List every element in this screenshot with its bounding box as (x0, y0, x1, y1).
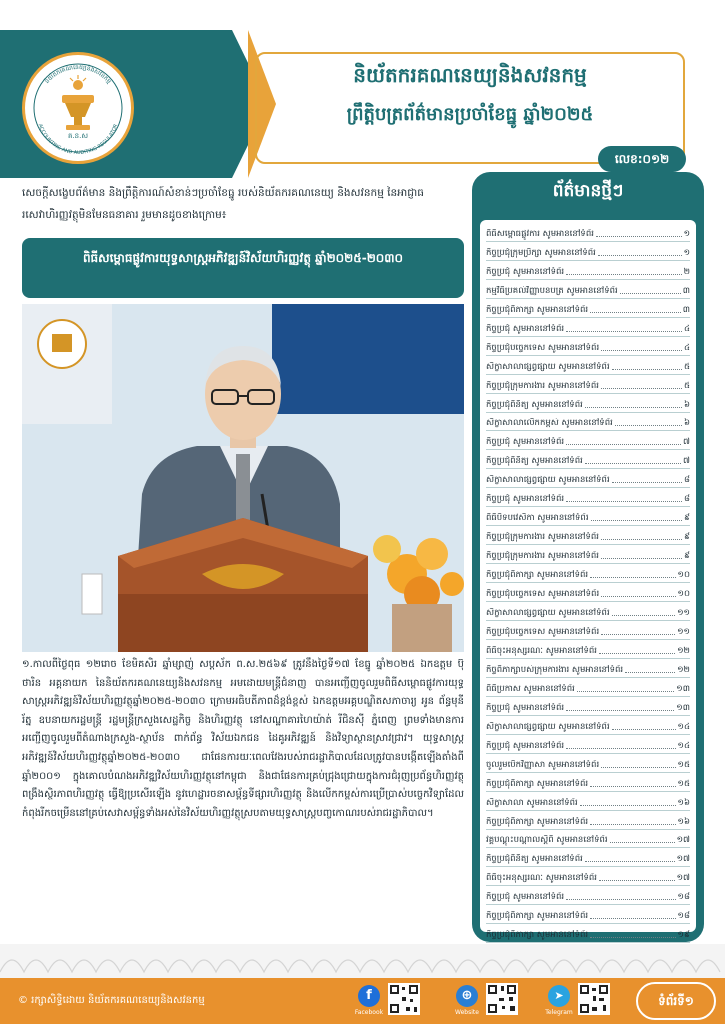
website-label: Website (455, 1009, 479, 1016)
leader-dots (590, 312, 681, 313)
leader-dots (601, 350, 682, 351)
masthead (0, 0, 725, 178)
leader-dots (590, 786, 675, 787)
news-index-page: ១០ (677, 570, 690, 581)
news-index-item[interactable] (486, 640, 690, 659)
news-index-label: កិច្ចប្រជុំ សូមអាននៅទំព័រ (486, 437, 565, 448)
leader-dots (585, 463, 681, 464)
telegram-qr-code-icon (578, 983, 610, 1015)
news-index-item[interactable] (486, 602, 690, 621)
leader-dots (615, 425, 682, 426)
leader-dots (566, 331, 682, 332)
news-index-item[interactable] (486, 735, 690, 754)
news-index-label: កិច្ចប្រជុំ សូមអាននៅទំព័រ (486, 740, 565, 751)
website-link[interactable] (456, 983, 530, 1019)
news-index-item[interactable] (486, 223, 690, 242)
news-index-page: ៦ (683, 399, 690, 410)
svg-text:និយ័តករគណនេយ្យនិងសវនកម្ម: និយ័តករគណនេយ្យនិងសវនកម្ម (43, 63, 113, 86)
news-index-item[interactable] (486, 848, 690, 867)
news-index-page: ១១ (677, 626, 690, 637)
news-index-page: ៥ (683, 380, 690, 391)
news-index-label: កិច្ចប្រជុំពិនិត្យ សូមអាននៅទំព័រ (486, 456, 583, 467)
leader-dots (601, 388, 682, 389)
facebook-qr-code-icon (388, 983, 420, 1015)
leader-dots (590, 918, 675, 919)
bulletin-title: ព្រឹត្តិបត្រព័ត៌មានប្រចាំខែធ្នូ ឆ្នាំ២០២៥ (346, 104, 594, 125)
news-index-label: សិក្ខាសាលាផ្សព្វផ្សាយ សូមអាននៅទំព័រ (486, 721, 610, 732)
news-index-item[interactable] (486, 413, 690, 432)
news-index-page: ១៨ (677, 911, 690, 922)
leader-dots (601, 767, 675, 768)
news-index-item[interactable] (486, 280, 690, 299)
news-index-item[interactable] (486, 659, 690, 678)
news-index-label: កិច្ចប្រជុំ សូមអាននៅទំព័រ (486, 702, 565, 713)
leader-dots (598, 255, 682, 256)
news-index-item[interactable] (486, 754, 690, 773)
news-index-label: ពិធីចុះអនុស្សរណៈ សូមអាននៅទំព័រ (486, 873, 597, 884)
news-index-label: សិក្ខាសាលាលើកកម្ពស់ សូមអាននៅទំព័រ (486, 418, 613, 429)
news-index-page: ១៨ (677, 892, 690, 903)
news-index-page: ១១ (677, 608, 690, 619)
leader-dots (566, 748, 675, 749)
telegram-icon: ➤ (548, 985, 570, 1007)
news-index-page: ៨ (683, 475, 690, 486)
leader-dots (566, 710, 674, 711)
leader-dots (601, 634, 675, 635)
news-index-label: កិច្ចប្រជុំ សូមអាននៅទំព័រ (486, 494, 565, 505)
news-index-item[interactable] (486, 792, 690, 811)
news-index-label: កិច្ចប្រជុំ សូមអាននៅទំព័រ (486, 323, 565, 334)
telegram-label: Telegram (545, 1009, 573, 1016)
leader-dots (590, 937, 675, 938)
news-index-label: កិច្ចប្រជុំបច្ចេកទេស សូមអាននៅទំព័រ (486, 626, 600, 637)
news-index-item[interactable] (486, 488, 690, 507)
news-index-page: ១៣ (676, 702, 690, 713)
facebook-link[interactable] (354, 983, 432, 1019)
article-body: ១.កាលពីថ្ងៃពុធ ១២រោច ខែមិគសិរ ឆ្នាំម្សាញ់ សប្តស័ក ព.ស.២៥៦៩ ត្រូវនឹងថ្ងៃទី១៧ ខែធ្នូ ឆ្នាំ២០២៥ ឯកឧត្តម ប៊ុ ថារិន អគ្គនាយក នៃនិយ័តករគណនេយ្យនិងសវនកម្ម អមដោយមន្ត្រីជំនាញ បានអញ្ជើញចូលរួមពិធីសម្ពោធផ្លូវការយុទ្ធសាស្ត្រអភិវឌ្ឍន៍វិស័យហិរញ្ញវត្ថុឆ្នាំ២០២៥-២០៣០ ក្រោមអធិបតីភាពដ៏ខ្ពង់ខ្ពស់ ឯកឧត្តមអគ្គបណ្ឌិតសភាចារ្យ អូន ព័ន្ធមុនីរ័ត្ន ឧបនាយករដ្ឋមន្ត្រី រដ្ឋមន្ត្រីក្រសួងសេដ្ឋកិច្ច និងហិរញ្ញវត្ថុ នៅសណ្ឋាគារហៃយ៉ាត់ រីជិនស៊ី ភ្នំពេញ ព្រមទាំងមានការអញ្ជើញចូលរួមពីតំណាងក្រសួង-ស្ថាប័ន ពាក់ព័ន្ធ វិស័យឯកជន ដៃគូអភិវឌ្ឍន៍ និងវិទ្យាស្ថានស្រាវជ្រាវ។ យុទ្ធសាស្ត្រអភិវឌ្ឍន៍វិស័យហិរញ្ញវត្ថុឆ្នាំ២០២៥-២០៣០ ជាផែនការយៈពេលវែងរបស់រាជរដ្ឋាភិបាលដែលត្រូវបានបង្កើតឡើងតាំងពីឆ្នាំ២០០១ ក្នុងគោលបំណងអភិវឌ្ឍវិស័យហិរញ្ញវត្ថុនៅកម្ពុជា និងជាផែនការគ្រប់ជ្រុងជ្រោយក្នុងការជំរុញប្រព័ន្ធហិរញ្ញវត្ថុ ពង្រឹងស្ថិរភាពហិរញ្ញវត្ថុ ធ្វើឱ្យប្រសើរឡើង នូវហេដ្ឋារចនាសម្ព័ន្ធទីផ្សារហិរញ្ញវត្ថុ និងលើកកម្ពស់ការប្រើប្រាស់បច្ចេកវិទ្យាដែលកំពុងរីកចម្រើននៅគ្រប់សេវាសម្ព័ន្ធទាំងអស់នៃវិស័យហិរញ្ញវត្ថុស្របតាមយុទ្ធសាស្ត្របញ្ចកោណរបស់រាជរដ្ឋាភិបាល។ (22, 659, 464, 819)
news-index-item[interactable] (486, 678, 690, 697)
leader-dots (612, 729, 676, 730)
news-index-label: កិច្ចប្រជុំក្រុមប្រឹក្សា សូមអាននៅទំព័រ (486, 247, 596, 258)
news-index-label: កិច្ចប្រជុំក្រុមការងារ សូមអាននៅទំព័រ (486, 532, 599, 543)
news-index-label: កិច្ចប្រជុំ សូមអាននៅទំព័រ (486, 266, 565, 277)
leader-dots (601, 539, 682, 540)
news-index-item[interactable] (486, 261, 690, 280)
news-index-item[interactable] (486, 886, 690, 905)
news-index-item[interactable] (486, 621, 690, 640)
news-index-label: កិច្ចប្រជុំក្រុមការងារ សូមអាននៅទំព័រ (486, 551, 599, 562)
news-index-label: កិច្ចប្រជុំបច្ចេកទេស សូមអាននៅទំព័រ (486, 342, 600, 353)
leader-dots (601, 558, 682, 559)
news-index-page: ១២ (677, 645, 690, 656)
news-index-page: ៩ (683, 513, 690, 524)
news-index-label: កម្មវិធីប្រគល់វិញ្ញាបនបត្រ សូមអាននៅទំព័រ (486, 285, 618, 296)
news-index-page: ៩ (683, 532, 690, 543)
leader-dots (566, 899, 675, 900)
leader-dots (612, 369, 682, 370)
news-index-label: កិច្ចប្រជុំក្រុមការងារ សូមអាននៅទំព័រ (486, 380, 599, 391)
news-index-page: ៥ (683, 361, 690, 372)
news-index-page: ១៧ (676, 854, 690, 865)
issue-number-badge: លេខ:០១២ (598, 146, 686, 172)
news-index-item[interactable] (486, 545, 690, 564)
leader-dots (612, 482, 682, 483)
news-index-label: កិច្ចប្រជុំបច្ចេកទេស សូមអាននៅទំព័រ (486, 589, 600, 600)
news-index-item[interactable] (486, 867, 690, 886)
news-index-label: កិច្ចប្រជុំពិភាក្សា សូមអាននៅទំព័រ (486, 570, 589, 581)
news-index-page: ៤ (683, 342, 690, 353)
news-index-label: សិក្ខាសាលាផ្សព្វផ្សាយ សូមអាននៅទំព័រ (486, 608, 610, 619)
speaker-photo-illustration (22, 304, 464, 652)
news-index-page: ២ (683, 266, 690, 277)
news-index-item[interactable] (486, 905, 690, 924)
facebook-label: Facebook (354, 1009, 384, 1016)
news-index-page: ៦ (683, 418, 690, 429)
news-index-label: កិច្ចប្រជុំពិភាក្សា សូមអាននៅទំព័រ (486, 304, 589, 315)
news-index-label: ពិធីសម្ពោធផ្លូវការ សូមអាននៅទំព័រ (486, 228, 594, 239)
news-index-page: ១០ (677, 589, 690, 600)
leader-dots (620, 293, 681, 294)
news-index-label: កិច្ចប្រជុំពិភាក្សា សូមអាននៅទំព័រ (486, 911, 589, 922)
news-index-page: ១៣ (676, 683, 690, 694)
leader-dots (590, 577, 675, 578)
news-index-page: ១៧ (676, 873, 690, 884)
news-index-label: កិច្ចប្រជុំពិនិត្យ សូមអាននៅទំព័រ (486, 399, 583, 410)
leader-dots (612, 615, 675, 616)
news-index-label: សិក្ខាសាលាផ្សព្វផ្សាយ សូមអាននៅទំព័រ (486, 361, 610, 372)
news-index-item[interactable] (486, 242, 690, 261)
leader-dots (601, 596, 675, 597)
news-index-item[interactable] (486, 924, 690, 943)
facebook-icon: f (358, 985, 380, 1007)
leader-dots (596, 236, 682, 237)
news-index-item[interactable] (486, 716, 690, 735)
news-index-item[interactable] (486, 299, 690, 318)
news-index-page: ១៥ (677, 778, 690, 789)
news-index-item[interactable] (486, 564, 690, 583)
news-index-page: ៩ (683, 551, 690, 562)
news-index-page: ១២ (677, 664, 690, 675)
news-index-label: សិក្ខាសាលាផ្សព្វផ្សាយ សូមអាននៅទំព័រ (486, 475, 610, 486)
news-index-item[interactable] (486, 450, 690, 469)
news-index-label: ចូលរួមបើកវិញ្ញាសា សូមអាននៅទំព័រ (486, 759, 600, 770)
news-index-label: ពិធីបិទបវេសិកា សូមអាននៅទំព័រ (486, 513, 589, 524)
leader-dots (585, 407, 682, 408)
news-index-page: ៣ (682, 304, 690, 315)
regulator-logo (22, 52, 134, 164)
news-index-label: កិច្ចប្រជុំពិនិត្យ សូមអាននៅទំព័រ (486, 854, 583, 865)
news-index-page: ៣ (682, 285, 690, 296)
leader-dots (566, 444, 681, 445)
article-headline: ពិធីសម្ពោធផ្លូវការយុទ្ធសាស្ត្រអភិវឌ្ឍន៍វិស័យហិរញ្ញវត្ថុ ឆ្នាំ២០២៥-២០៣០ (22, 238, 464, 298)
news-index-item[interactable] (486, 830, 690, 849)
khmer-ornament-icon (0, 944, 725, 978)
news-index-item[interactable] (486, 337, 690, 356)
leader-dots (599, 880, 675, 881)
news-index-page: ៧ (683, 437, 690, 448)
svg-text:គ.ន.ស: គ.ន.ស (67, 132, 89, 140)
news-index-label: ពិធីចុះអនុស្សរណៈ សូមអាននៅទំព័រ (486, 645, 597, 656)
svg-text:ACCOUNTING AND AUDITING REGULA: ACCOUNTING AND AUDITING REGULATOR (36, 123, 120, 157)
leader-dots (591, 520, 682, 521)
news-index-item[interactable] (486, 394, 690, 413)
news-index-label: កិច្ចប្រជុំ សូមអាននៅទំព័រ (486, 892, 565, 903)
leader-dots (590, 824, 675, 825)
website-qr-code-icon (486, 983, 518, 1015)
news-index-page: ១៦ (677, 816, 690, 827)
leader-dots (585, 861, 675, 862)
leader-dots (610, 842, 675, 843)
news-index-item[interactable] (486, 318, 690, 337)
news-index-label: កិច្ចប្រជុំពិភាក្សា សូមអាននៅទំព័រ (486, 778, 589, 789)
news-index-item[interactable] (486, 583, 690, 602)
leader-dots (566, 274, 681, 275)
leader-dots (625, 672, 675, 673)
news-index-page: ១៤ (677, 740, 690, 751)
news-index-label: ពិធីប្រកាស សូមអាននៅទំព័រ (486, 683, 575, 694)
event-photo (22, 304, 464, 652)
news-index-page: ១៧ (676, 835, 690, 846)
news-index-page: ១៩ (677, 930, 690, 941)
news-index-page: ១៥ (677, 759, 690, 770)
news-index-label: កិច្ចប្រជុំពិភាក្សា សូមអាននៅទំព័រ (486, 930, 589, 941)
latest-news-sidebar (472, 172, 704, 942)
intro-paragraph: សេចក្តីសង្ខេបព័ត៌មាន និងព្រឹត្តិការណ៍សំខាន់ៗប្រចាំខែធ្នូ របស់និយ័តករគណនេយ្យ និងសវនកម្ម នៃអាជ្ញាធរសេវាហិរញ្ញវត្ថុមិនមែនធនាគារ រួមមានដូចខាងក្រោម៖ (22, 187, 424, 221)
news-index-page: ១៤ (677, 721, 690, 732)
telegram-link[interactable] (545, 983, 622, 1019)
news-index-item[interactable] (486, 773, 690, 792)
footer-copyright: © រក្សាសិទ្ធិដោយ និយ័តករគណនេយ្យនិងសវនកម្ម (18, 995, 205, 1006)
footer (0, 978, 725, 1024)
news-index-item[interactable] (486, 431, 690, 450)
sidebar-list (480, 220, 696, 941)
sidebar-title: ព័ត៌មានថ្មីៗ (552, 181, 624, 201)
decorative-pattern-strip (0, 944, 725, 978)
regulator-seal-icon (25, 55, 131, 161)
news-index-page: ១៦ (677, 797, 690, 808)
news-index-item[interactable] (486, 375, 690, 394)
news-index-label: កិច្ចពិភាក្សាបស់ក្រុមការងារ សូមអាននៅទំព័រ (486, 664, 624, 675)
news-index-label: វគ្គបណ្តុះបណ្តាលស្តីពី សូមអាននៅទំព័រ (486, 835, 608, 846)
news-index-item[interactable] (486, 469, 690, 488)
news-index-label: សិក្ខាសាលា សូមអាននៅទំព័រ (486, 797, 578, 808)
news-index-page: ១ (683, 247, 690, 258)
organization-title: និយ័តករគណនេយ្យនិងសវនកម្ម (353, 63, 587, 87)
page-number-badge: ទំព័រទី១ (636, 982, 716, 1020)
leader-dots (580, 805, 676, 806)
news-index-item[interactable] (486, 697, 690, 716)
news-index-item[interactable] (486, 507, 690, 526)
leader-dots (577, 691, 674, 692)
news-index-item[interactable] (486, 526, 690, 545)
globe-icon: ⊕ (456, 985, 478, 1007)
news-index-label: កិច្ចប្រជុំពិភាក្សា សូមអាននៅទំព័រ (486, 816, 589, 827)
leader-dots (566, 501, 682, 502)
news-index-page: ៤ (683, 323, 690, 334)
news-index-page: ៧ (683, 456, 690, 467)
news-index-item[interactable] (486, 356, 690, 375)
news-index-page: ១ (683, 228, 690, 239)
news-index-page: ៨ (683, 494, 690, 505)
leader-dots (599, 653, 675, 654)
news-index-item[interactable] (486, 811, 690, 830)
